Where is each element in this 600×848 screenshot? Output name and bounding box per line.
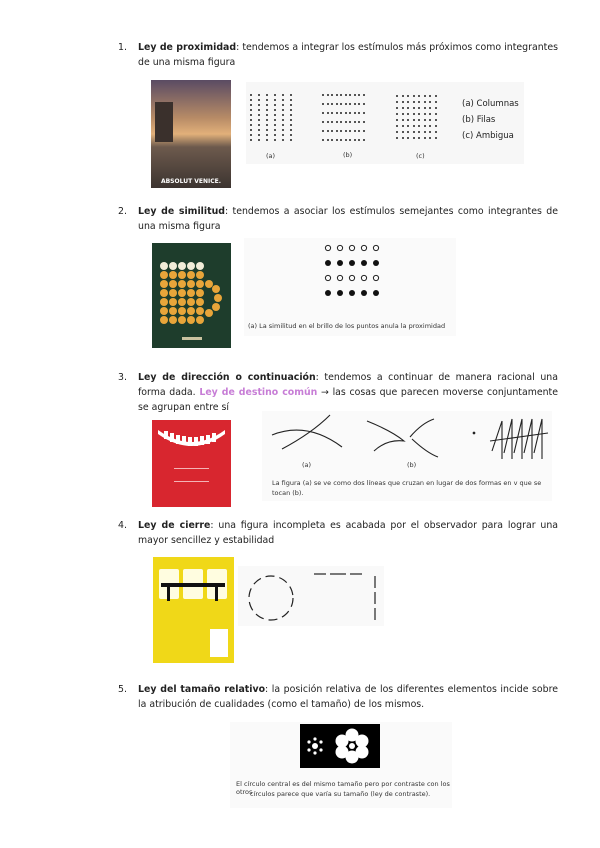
dot [424, 113, 426, 115]
dot [274, 139, 276, 141]
dot [266, 129, 268, 131]
dot [418, 113, 420, 115]
dot [250, 134, 252, 136]
dot [418, 131, 420, 133]
dot [402, 125, 404, 127]
dot [402, 137, 404, 139]
dot [282, 114, 284, 116]
dot [322, 112, 324, 114]
dot [354, 130, 356, 132]
dot [363, 112, 365, 114]
legend-columns: (a) Columnas [462, 99, 519, 109]
yellow-cups-ad [153, 557, 234, 663]
dot-grid-ambiguous [396, 95, 437, 139]
ad-caption: ABSOLUT VENICE. [160, 178, 222, 185]
dot-grid-rows [322, 94, 365, 141]
dot [274, 94, 276, 96]
dot [336, 112, 338, 114]
similarity-figure [244, 238, 456, 336]
dot [435, 119, 437, 121]
dot [331, 103, 333, 105]
dot [290, 114, 292, 116]
dot [250, 104, 252, 106]
list-number: 2. [118, 206, 127, 217]
dot [266, 139, 268, 141]
dot [418, 107, 420, 109]
continuation-figure [262, 411, 552, 501]
dot [363, 121, 365, 123]
dot [331, 94, 333, 96]
law-description: : una figura incompleta es acabada por el observador para lograr una mayor sencillez y estabilidad [138, 520, 559, 546]
dot [250, 119, 252, 121]
dot [358, 112, 360, 114]
label-b: (b) [407, 461, 417, 469]
dot [435, 95, 437, 97]
dot [266, 109, 268, 111]
dot [402, 131, 404, 133]
dot [358, 130, 360, 132]
dot [424, 137, 426, 139]
dot [336, 103, 338, 105]
dot [354, 139, 356, 141]
dot [258, 139, 260, 141]
dot [413, 107, 415, 109]
dot [407, 125, 409, 127]
dot [402, 113, 404, 115]
dot [363, 139, 365, 141]
dot [274, 109, 276, 111]
dot [282, 104, 284, 106]
law-continuation-text [118, 370, 558, 415]
dot [413, 113, 415, 115]
dot [358, 121, 360, 123]
dot [258, 104, 260, 106]
dot [274, 119, 276, 121]
law-proximity-text [118, 40, 558, 70]
teeth-ad [152, 420, 231, 507]
dot [345, 94, 347, 96]
dot [358, 139, 360, 141]
dot [424, 119, 426, 121]
dot [358, 103, 360, 105]
label-c: (c) [416, 152, 425, 160]
legend-rows: (b) Filas [462, 115, 496, 125]
dot [258, 124, 260, 126]
dot [250, 129, 252, 131]
dot [402, 101, 404, 103]
dot [345, 130, 347, 132]
dot [429, 119, 431, 121]
dot [418, 125, 420, 127]
dot [340, 103, 342, 105]
beer-mug-ad [152, 243, 231, 348]
dot [435, 107, 437, 109]
dot-grid-columns [250, 94, 292, 141]
dot [418, 95, 420, 97]
dot [327, 139, 329, 141]
dot [407, 131, 409, 133]
dot [266, 119, 268, 121]
dot [282, 94, 284, 96]
beer-balls-illustration [152, 243, 231, 348]
relative-size-caption-line1: El círculo central es del mismo tamaño pero por contraste con los otros [236, 780, 450, 796]
closure-shapes [238, 566, 384, 626]
dot [435, 101, 437, 103]
dot [349, 94, 351, 96]
law-similarity-text [118, 204, 558, 234]
dot [435, 125, 437, 127]
dot [336, 94, 338, 96]
dot [407, 137, 409, 139]
dot [290, 134, 292, 136]
dot [250, 99, 252, 101]
ad-info-block [210, 629, 228, 657]
dot [274, 114, 276, 116]
dot [349, 130, 351, 132]
dot [429, 137, 431, 139]
dot [396, 119, 398, 121]
law-term: Ley de proximidad [138, 42, 237, 53]
dot [413, 95, 415, 97]
dot [396, 113, 398, 115]
dot [266, 134, 268, 136]
dot [282, 134, 284, 136]
dot [282, 124, 284, 126]
list-number: 5. [118, 684, 127, 695]
ebbinghaus-panel [300, 724, 380, 768]
dot [331, 121, 333, 123]
similarity-caption: (a) La similitud en el brillo de los puntos anula la proximidad [248, 322, 446, 330]
dot [250, 94, 252, 96]
dot [435, 113, 437, 115]
dot [331, 139, 333, 141]
dot [282, 109, 284, 111]
dot [331, 112, 333, 114]
dot [282, 129, 284, 131]
dot [266, 124, 268, 126]
dot [322, 94, 324, 96]
dot [258, 94, 260, 96]
dot [413, 119, 415, 121]
dot [418, 137, 420, 139]
dot [266, 94, 268, 96]
dot [322, 103, 324, 105]
continuation-lines [262, 411, 552, 466]
dot [354, 112, 356, 114]
law-term: Ley del tamaño relativo [138, 684, 266, 695]
dot [290, 124, 292, 126]
dot [340, 139, 342, 141]
dot [274, 104, 276, 106]
dot [290, 109, 292, 111]
dot [396, 131, 398, 133]
dot [290, 119, 292, 121]
dot [336, 130, 338, 132]
law-term: Ley de dirección o continuación [138, 372, 316, 383]
dot [354, 103, 356, 105]
law-description-2: → las cosas que parecen moverse conjuntamente se agrupan entre sí [138, 387, 558, 413]
absolut-venice-ad [151, 80, 231, 188]
law-relative-size-text [118, 682, 558, 712]
law-term: Ley de cierre [138, 520, 211, 531]
dot [402, 107, 404, 109]
closure-figure [238, 566, 384, 626]
continuation-caption: La figura (a) se ve como dos líneas que cruzan en lugar de dos formas en v que se tocan (b). [272, 479, 542, 497]
dot [349, 121, 351, 123]
dot [250, 124, 252, 126]
label-b: (b) [343, 151, 353, 159]
dot [345, 103, 347, 105]
dot [429, 107, 431, 109]
dot [407, 101, 409, 103]
dot [282, 99, 284, 101]
dot [322, 121, 324, 123]
dot [336, 121, 338, 123]
dot [327, 94, 329, 96]
dot [327, 103, 329, 105]
ad-text-lines [174, 468, 209, 482]
dot [363, 130, 365, 132]
dot [327, 112, 329, 114]
dot [407, 95, 409, 97]
dot [424, 125, 426, 127]
dot [322, 139, 324, 141]
table-leg-left [167, 587, 170, 601]
list-number: 3. [118, 372, 127, 383]
building-silhouette [155, 102, 173, 142]
legend-ambiguous: (c) Ambigua [462, 131, 514, 141]
dot [290, 104, 292, 106]
label-a: (a) [302, 461, 312, 469]
dot [429, 101, 431, 103]
dot [354, 94, 356, 96]
dot [402, 119, 404, 121]
dot [358, 94, 360, 96]
dot [429, 113, 431, 115]
dot [396, 137, 398, 139]
dot [396, 125, 398, 127]
dot [258, 99, 260, 101]
dot [435, 137, 437, 139]
table-leg-right [215, 587, 218, 601]
proximity-figure [246, 82, 524, 164]
dot [258, 119, 260, 121]
dot [290, 99, 292, 101]
dot [250, 109, 252, 111]
dot [340, 94, 342, 96]
dot [250, 139, 252, 141]
dot [413, 125, 415, 127]
dot [322, 130, 324, 132]
relative-size-caption-line2: círculos parece que varía su tamaño (ley de contraste). [250, 790, 431, 798]
dot [349, 103, 351, 105]
dot [274, 124, 276, 126]
dot [349, 112, 351, 114]
dot [354, 121, 356, 123]
dot [413, 137, 415, 139]
dot [282, 119, 284, 121]
ebbinghaus-illusion [300, 724, 380, 768]
dot [331, 130, 333, 132]
dot [345, 112, 347, 114]
teeth-illustration [152, 420, 231, 460]
law-description: : tendemos a integrar los estímulos más próximos como integrantes de una misma figura [138, 42, 558, 68]
dot [345, 139, 347, 141]
dot [349, 139, 351, 141]
dot [424, 101, 426, 103]
dot [340, 112, 342, 114]
dot [290, 139, 292, 141]
dot [429, 131, 431, 133]
dot [250, 114, 252, 116]
dot [418, 101, 420, 103]
dot [424, 95, 426, 97]
dot [363, 103, 365, 105]
dot [396, 101, 398, 103]
law-description: : tendemos a continuar de manera racional una forma dada. [138, 372, 558, 398]
dot [424, 107, 426, 109]
dot [402, 95, 404, 97]
dot [327, 130, 329, 132]
dot [290, 94, 292, 96]
dot [429, 125, 431, 127]
dot [435, 131, 437, 133]
label-a: (a) [266, 152, 276, 160]
dot [407, 113, 409, 115]
dot [407, 119, 409, 121]
dot [407, 107, 409, 109]
dot [258, 129, 260, 131]
dot [258, 114, 260, 116]
dot [413, 131, 415, 133]
dot [396, 107, 398, 109]
dot [282, 139, 284, 141]
dot [424, 131, 426, 133]
dot [266, 99, 268, 101]
dot [274, 129, 276, 131]
dot [345, 121, 347, 123]
law-term: Ley de similitud [138, 206, 225, 217]
law-description: : la posición relativa de los diferentes elementos incide sobre la atribución de cualidades (como el tamaño) de los mismos. [138, 684, 558, 710]
similarity-dot-rows [244, 238, 456, 313]
list-number: 1. [118, 42, 127, 53]
dot [396, 95, 398, 97]
dot [266, 104, 268, 106]
dot [274, 99, 276, 101]
dot [327, 121, 329, 123]
dot [258, 109, 260, 111]
dot [340, 121, 342, 123]
dot [336, 139, 338, 141]
dot [363, 94, 365, 96]
list-number: 4. [118, 520, 127, 531]
dot [274, 134, 276, 136]
common-fate-term: Ley de destino común [199, 387, 318, 398]
dot [290, 129, 292, 131]
law-closure-text [118, 518, 559, 548]
dot [429, 95, 431, 97]
dot [418, 119, 420, 121]
dot [340, 130, 342, 132]
law-description: : tendemos a asociar los estímulos semejantes como integrantes de una misma figura [138, 206, 558, 232]
dot [266, 114, 268, 116]
dot [258, 134, 260, 136]
dot [413, 101, 415, 103]
relative-size-figure [230, 722, 452, 808]
